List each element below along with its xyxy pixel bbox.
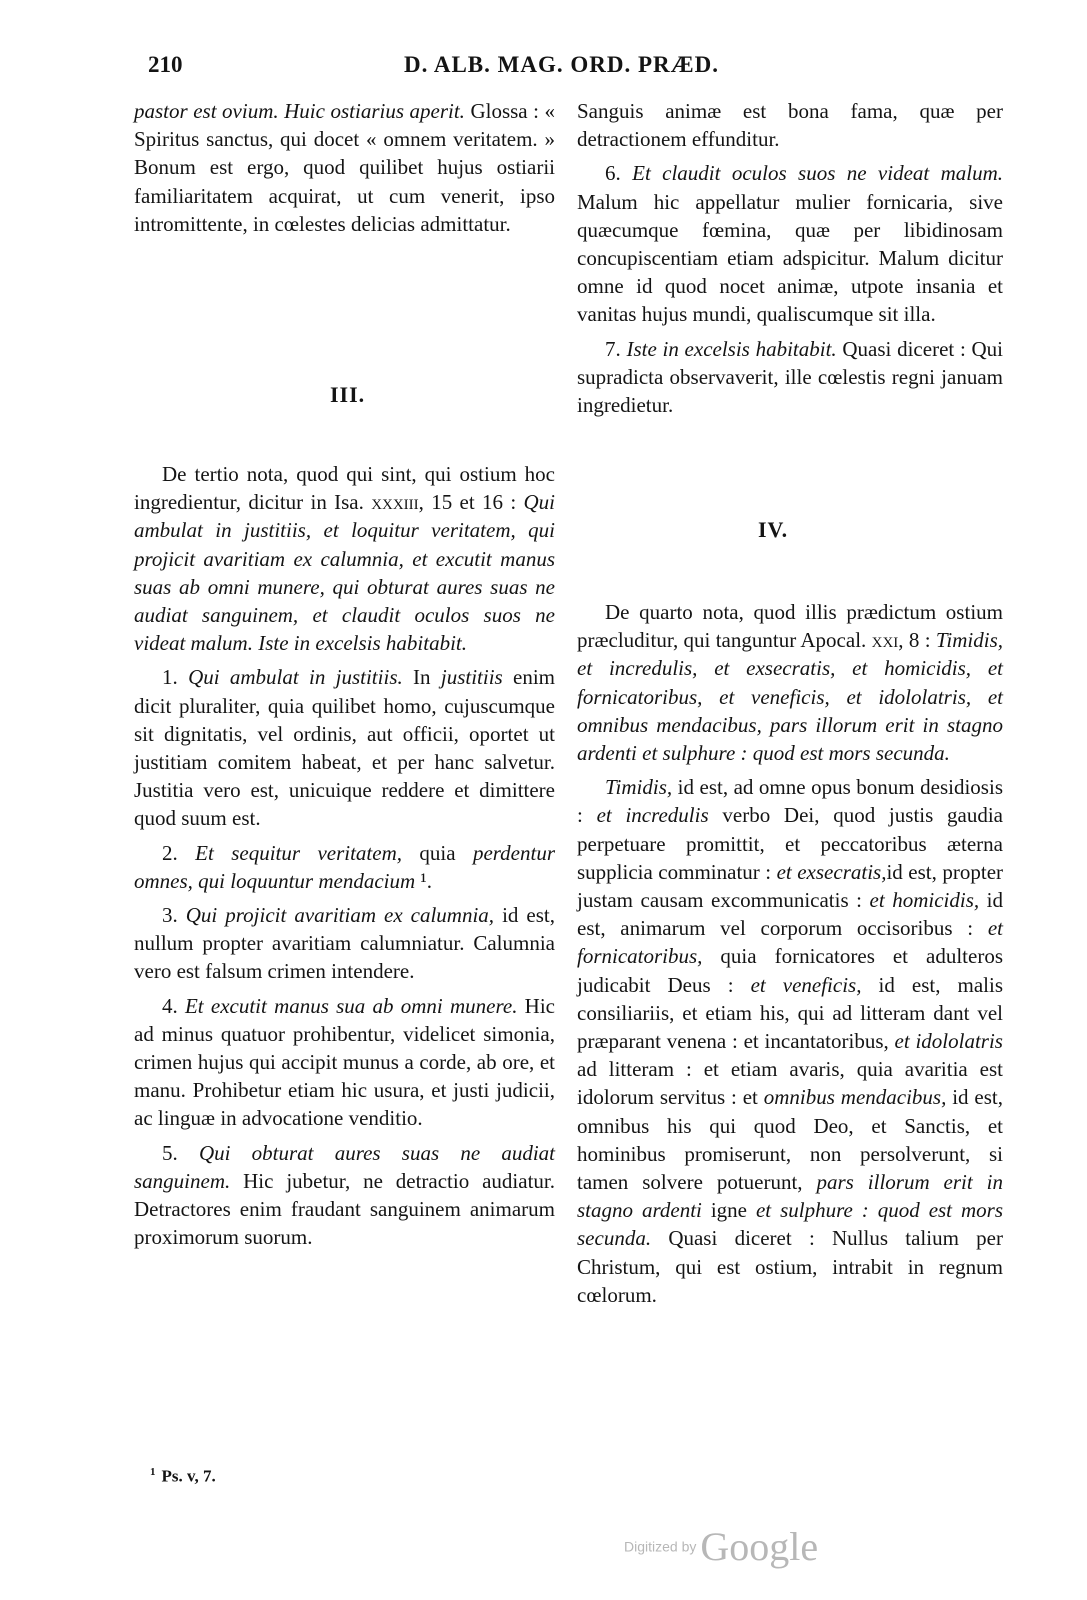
p8-s1: Timidis, bbox=[605, 775, 673, 800]
p8-s6: id est, propter justam causam excommunicatis : bbox=[577, 859, 1004, 913]
intro-text: Glossa : « Spiritus sanctus, qui docet « omnem veritatem. » Bonum est ergo, quod quilibet hujus ostiarii familiaritatem acquirat, ut cum venerit, ipso intromittente, in cœlestes delicias admittatur. bbox=[134, 99, 555, 236]
p8-s16: id est, omnibus his qui quod Deo, et Sanctis, et hominibus promiserunt, non persolverunt, si tamen solvere potuerunt, bbox=[577, 1085, 1003, 1195]
p8-s9: et fornicatoribus, bbox=[577, 916, 1003, 969]
left-column-top bbox=[134, 97, 555, 238]
paragraph-8 bbox=[577, 773, 1003, 1309]
p1-number: 1. bbox=[162, 665, 189, 690]
lead-paragraph-iii bbox=[134, 460, 555, 657]
continuation-paragraph: Sanguis animæ est bona fama, quæ per detractionem effunditur. bbox=[577, 99, 1003, 152]
page-number: 210 bbox=[148, 52, 183, 77]
section-heading-iii: III. bbox=[330, 382, 366, 407]
paragraph-2 bbox=[134, 839, 555, 895]
p2-footnote-ref: ¹. bbox=[415, 868, 432, 893]
p1-italic-b: justitiis bbox=[440, 665, 503, 690]
p8-s12: id est, malis consiliariis, et etiam his, qui ad litteram dant vel præparant venena : et incantatoribus, bbox=[577, 972, 1003, 1054]
p8-s13: et idololatris bbox=[894, 1029, 1003, 1054]
p8-s3: et incredulis bbox=[596, 803, 709, 828]
p8-s20: Quasi diceret : Nullus talium per Christum, qui est ostium, intrabit in regnum cœlorum. bbox=[577, 1226, 1003, 1307]
p8-s18: igne bbox=[701, 1198, 756, 1223]
google-logo: Google bbox=[700, 1524, 819, 1569]
p8-s10: quia fornicatores et adulteros judicabit Deus : bbox=[577, 944, 1003, 997]
p8-s4: verbo Dei, quod justis gaudia perpetuare promittit, et peccatoribus æterna supplicia comminatur : bbox=[577, 803, 1003, 884]
p8-s15: omnibus mendacibus, bbox=[763, 1085, 947, 1110]
running-head: D. ALB. MAG. ORD. PRÆD. bbox=[404, 52, 719, 77]
p8-s11: et veneficis, bbox=[750, 972, 862, 997]
p2-italic: Et sequitur veritatem, bbox=[195, 840, 403, 865]
lead-iv-quote: Timidis, et incredulis, et exsecratis, et homicidis, et fornicatoribus, et veneficis, et idololatris, et omnibus mendacibus, pars illorum erit in stagno ardenti et sulphure : quod est mors secunda. bbox=[577, 628, 1003, 766]
p8-s17: pars illorum erit in stagno ardenti bbox=[577, 1170, 1003, 1223]
footnote-text: Ps. v, 7. bbox=[161, 1466, 216, 1486]
footnote-mark: 1 bbox=[150, 1466, 156, 1478]
p7-number: 7. bbox=[605, 336, 627, 361]
intro-italic: pastor est ovium. Huic ostiarius aperit. bbox=[134, 99, 465, 123]
paragraph-5 bbox=[134, 1139, 555, 1252]
p8-s14: ad litteram : et etiam avaris, quia avaritia est idolorum servitus : et bbox=[577, 1057, 1003, 1110]
p8-s19: et sulphure : quod est mors secunda. bbox=[577, 1198, 1003, 1251]
p4-text: Hic ad minus quatuor prohibentur, videlicet simonia, crimen hujus qui accipit munus a corde, ab ore, et manu. Prohibetur etiam hic usura, et justi judicii, ac linguæ in advocatione venditio. bbox=[134, 993, 556, 1131]
p1-italic: Qui ambulat in justitiis. bbox=[188, 665, 403, 690]
paragraph-3 bbox=[134, 901, 555, 986]
paragraph-4 bbox=[134, 992, 555, 1133]
p7-italic: Iste in excelsis habitabit. bbox=[626, 336, 837, 361]
intro-paragraph bbox=[134, 97, 555, 238]
p8-s5: et exsecratis, bbox=[776, 859, 887, 884]
p6-text: Malum hic appellatur mulier fornicaria, sive quæcumque fœmina, quæ per libidinosam concupiscentiam etiam adspicitur. Malum dicitur omne id quod nocet animæ, utpote insania et vanitas hujus mundi, qualiscumque sit illa. bbox=[577, 189, 1003, 327]
p5-italic: Qui obturat aures suas ne audiat sanguinem. bbox=[134, 1140, 556, 1193]
p3-text: id est, nullum propter avaritiam calumniatur. Calumnia vero est falsum crimen intendere. bbox=[134, 903, 555, 984]
p2-italic-b: perdentur omnes, qui loquuntur mendacium bbox=[134, 840, 556, 893]
left-column-body bbox=[134, 460, 555, 1251]
lead-iv-text: De quarto nota, quod illis prædictum ostium præcluditur, qui tanguntur Apocal. bbox=[577, 600, 1003, 653]
paragraph-7 bbox=[577, 335, 1003, 420]
p8-s7: et homicidis, bbox=[869, 888, 980, 913]
p8-s8: id est, animarum vel corporum occisoribus : bbox=[577, 888, 1003, 941]
p5-text: Hic jubetur, ne detractio audiatur. Detractores enim fraudant sanguinem animarum proximorum suorum. bbox=[134, 1168, 555, 1250]
lead-chapter: xxxiii bbox=[371, 490, 419, 515]
footnote bbox=[150, 1466, 216, 1487]
p6-italic: Et claudit oculos suos ne videat malum. bbox=[632, 161, 1004, 186]
p3-number: 3. bbox=[162, 903, 186, 928]
lead-iv-verse: , 8 : bbox=[898, 628, 936, 653]
paragraph-1 bbox=[134, 663, 555, 832]
digitized-watermark bbox=[624, 1523, 818, 1570]
right-column-top bbox=[577, 97, 1003, 419]
lead-quote: Qui ambulat in justitiis, et loquitur veritatem, qui projicit avaritiam ex calumnia, et excutit manus suas ab omni munere, qui obturat aures suas ne audiat sanguinem, et claudit oculos suos ne videat malum. Iste in excelsis habitabit. bbox=[134, 490, 555, 656]
p1-text-a: In bbox=[402, 665, 441, 690]
p5-number: 5. bbox=[162, 1140, 199, 1165]
p4-number: 4. bbox=[162, 993, 185, 1018]
lead-verse: , 15 et 16 : bbox=[418, 490, 524, 515]
paragraph-6 bbox=[577, 159, 1003, 328]
p6-number: 6. bbox=[605, 161, 633, 186]
watermark-small-text: Digitized by bbox=[624, 1538, 697, 1555]
p2-text: quia bbox=[402, 840, 473, 865]
lead-iv-chapter: xxi bbox=[871, 628, 899, 653]
p7-text: Quasi diceret : Qui supradicta observaverit, ille cœlestis regni januam ingredietur. bbox=[577, 336, 1003, 418]
lead-text: De tertio nota, quod qui sint, qui ostium hoc ingredientur, dicitur in Isa. bbox=[134, 462, 555, 515]
section-heading-iv: IV. bbox=[758, 517, 789, 542]
p3-italic: Qui projicit avaritiam ex calumnia, bbox=[185, 903, 495, 928]
lead-paragraph-iv bbox=[577, 598, 1003, 767]
right-column-body bbox=[577, 598, 1003, 1309]
p8-s2: id est, ad omne opus bonum desidiosis : bbox=[577, 775, 1003, 828]
p4-italic: Et excutit manus sua ab omni munere. bbox=[184, 993, 518, 1018]
p2-number: 2. bbox=[162, 840, 196, 865]
p1-text-b: enim dicit pluraliter, quia quilibet homo, cujuscumque sit dignitatis, vel ordinis, aut officii, oportet ut justitiam comitem habeat, et per hanc salvetur. Justitia vero est, unicuique reddere et dimittere quod suum est. bbox=[134, 665, 556, 831]
